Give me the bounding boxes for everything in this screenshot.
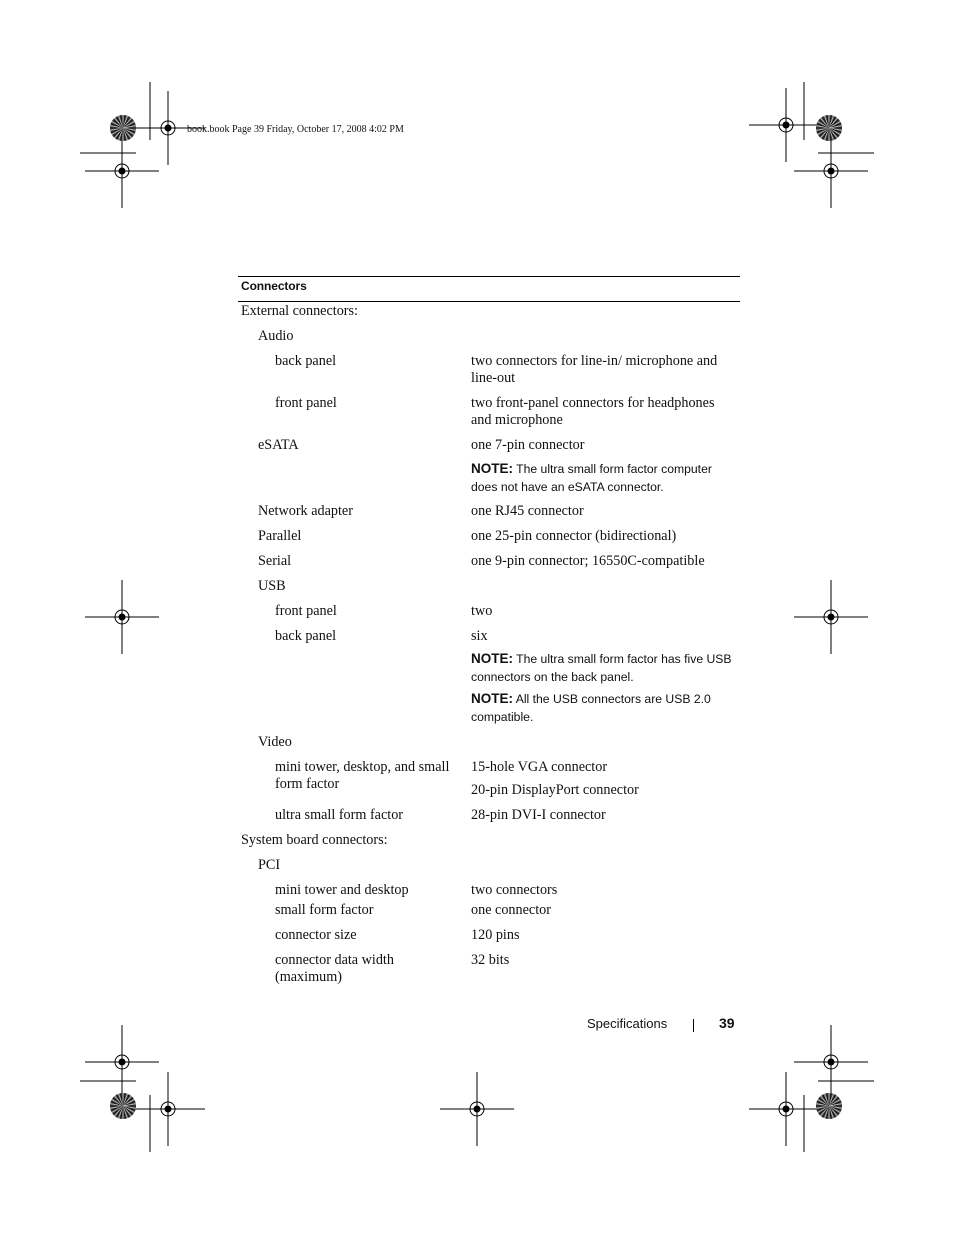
pci-width-value: 32 bits bbox=[471, 952, 510, 968]
pci-sff-value: one connector bbox=[471, 902, 551, 918]
video-usff-value: 28-pin DVI-I connector bbox=[471, 807, 606, 823]
usb-front-panel-label: front panel bbox=[275, 603, 337, 619]
page-number: 39 bbox=[719, 1015, 735, 1031]
audio-back-panel-label: back panel bbox=[275, 353, 337, 369]
pci-size-label: connector size bbox=[275, 927, 357, 943]
video-mini-value-2: 20-pin DisplayPort connector bbox=[471, 782, 639, 798]
audio-label: Audio bbox=[258, 328, 294, 344]
usb-note-1 bbox=[471, 650, 739, 686]
esata-value: one 7-pin connector bbox=[471, 437, 585, 453]
esata-note bbox=[471, 460, 739, 496]
serial-label: Serial bbox=[258, 553, 292, 569]
video-mini-label-line2: form factor bbox=[275, 776, 340, 792]
starburst-mark bbox=[110, 115, 136, 141]
audio-back-panel-value-line2: line-out bbox=[471, 370, 516, 386]
usb-front-panel-value: two bbox=[471, 603, 493, 619]
usb-label: USB bbox=[258, 578, 286, 594]
video-mini-value-1: 15-hole VGA connector bbox=[471, 759, 608, 775]
note-text: All the USB connectors are USB 2.0 bbox=[513, 692, 711, 706]
note-text: connectors on the back panel. bbox=[471, 669, 634, 684]
starburst-mark bbox=[110, 1093, 136, 1119]
note-text: The ultra small form factor computer bbox=[513, 462, 712, 476]
footer-separator bbox=[693, 1019, 694, 1032]
audio-back-panel-value-line1: two connectors for line-in/ microphone and bbox=[471, 353, 718, 369]
starburst-mark bbox=[816, 1093, 842, 1119]
network-adapter-value: one RJ45 connector bbox=[471, 503, 584, 519]
audio-front-panel-value-line1: two front-panel connectors for headphones bbox=[471, 395, 715, 411]
video-usff-label: ultra small form factor bbox=[275, 807, 404, 823]
pci-sff-label: small form factor bbox=[275, 902, 374, 918]
file-slug: book.book Page 39 Friday, October 17, 2008 4:02 PM bbox=[187, 124, 404, 135]
note-label: NOTE: bbox=[471, 651, 513, 666]
video-label: Video bbox=[258, 734, 292, 750]
usb-back-panel-label: back panel bbox=[275, 628, 337, 644]
pci-width-label-line2: (maximum) bbox=[275, 969, 342, 985]
pci-label: PCI bbox=[258, 857, 281, 873]
pci-mini-label: mini tower and desktop bbox=[275, 882, 409, 898]
note-text: The ultra small form factor has five USB bbox=[513, 652, 732, 666]
audio-front-panel-label: front panel bbox=[275, 395, 337, 411]
usb-note-2 bbox=[471, 690, 739, 726]
parallel-value: one 25-pin connector (bidirectional) bbox=[471, 528, 677, 544]
usb-back-panel-value: six bbox=[471, 628, 488, 644]
external-connectors-label: External connectors: bbox=[241, 303, 358, 319]
note-label: NOTE: bbox=[471, 691, 513, 706]
starburst-mark bbox=[816, 115, 842, 141]
pci-width-label-line1: connector data width bbox=[275, 952, 394, 968]
note-label: NOTE: bbox=[471, 461, 513, 476]
video-mini-label-line1: mini tower, desktop, and small bbox=[275, 759, 450, 775]
parallel-label: Parallel bbox=[258, 528, 302, 544]
footer-section-title: Specifications bbox=[587, 1016, 668, 1031]
note-text: does not have an eSATA connector. bbox=[471, 479, 664, 494]
pci-size-value: 120 pins bbox=[471, 927, 520, 943]
table-title: Connectors bbox=[241, 279, 307, 293]
serial-value: one 9-pin connector; 16550C-compatible bbox=[471, 553, 705, 569]
network-adapter-label: Network adapter bbox=[258, 503, 353, 519]
table-top-rule bbox=[238, 276, 740, 277]
esata-label: eSATA bbox=[258, 437, 299, 453]
audio-front-panel-value-line2: and microphone bbox=[471, 412, 563, 428]
pci-mini-value: two connectors bbox=[471, 882, 558, 898]
system-board-connectors-label: System board connectors: bbox=[241, 832, 388, 848]
note-text: compatible. bbox=[471, 709, 534, 724]
table-header-rule bbox=[238, 301, 740, 302]
